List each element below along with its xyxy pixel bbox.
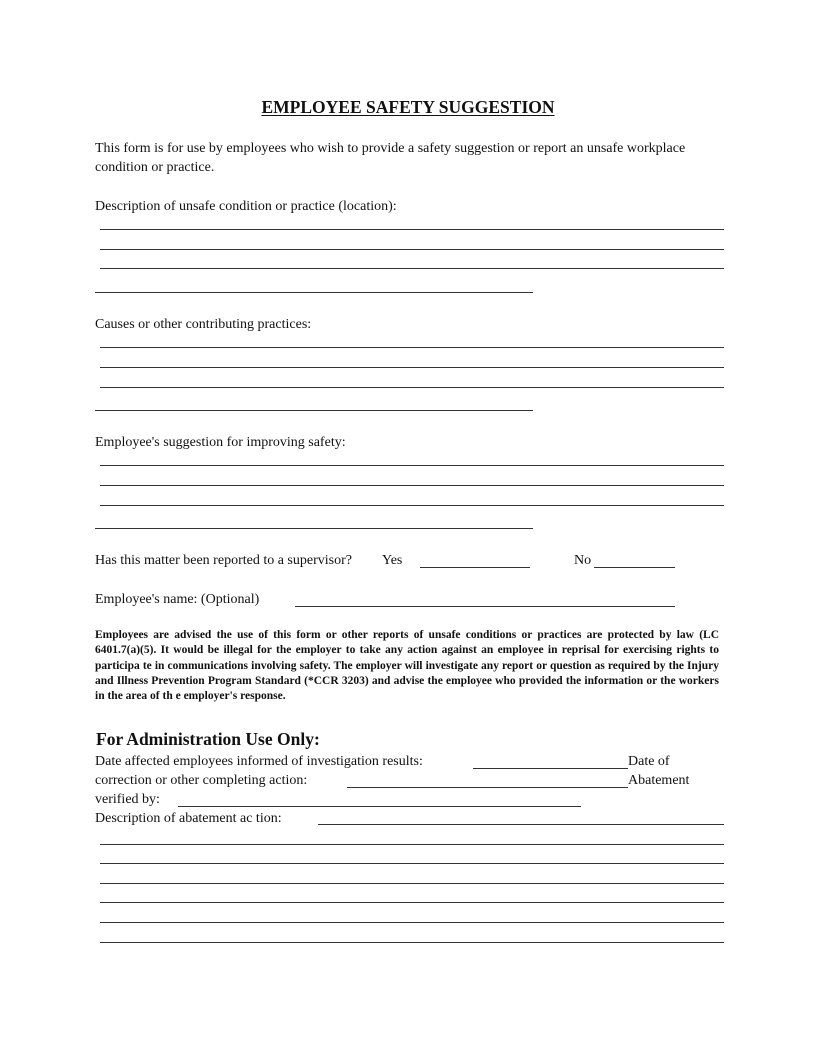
abatement-label: Abatement xyxy=(628,773,690,788)
legal-notice: Employees are advised the use of this form or other reports of unsafe conditions or practices are protected by law (LC 6401.7(a)(5). It would be illegal for the employer to take any action against an employee in reprisal for exercising rights to participa te in communications involving safety. The employer will investigate any report or question as required by the Injury and Illness Prevention Program Standard (*CCR 3203) and advise the employee who provided the information or the workers in the area of th e employer's response. xyxy=(95,629,719,703)
date-of-label: Date of xyxy=(628,754,670,769)
suggestion-line-3[interactable] xyxy=(100,505,724,506)
abatement-description-line-3[interactable] xyxy=(100,863,724,864)
page-title: EMPLOYEE SAFETY SUGGESTION xyxy=(261,97,555,117)
description-line-3[interactable] xyxy=(100,268,724,269)
yes-field[interactable] xyxy=(420,567,530,568)
correction-date-field[interactable] xyxy=(347,787,628,788)
intro-text: This form is for use by employees who wish to provide a safety suggestion or report an unsafe workplace condition or practice. xyxy=(95,141,686,175)
suggestion-line-4[interactable] xyxy=(95,528,533,529)
employee-name-label: Employee's name: (Optional) xyxy=(95,592,260,607)
description-line-2[interactable] xyxy=(100,249,724,250)
supervisor-question: Has this matter been reported to a supervisor? xyxy=(95,553,352,568)
suggestion-line-2[interactable] xyxy=(100,485,724,486)
description-line-4[interactable] xyxy=(95,292,533,293)
causes-line-3[interactable] xyxy=(100,387,724,388)
verified-by-field[interactable] xyxy=(178,806,581,807)
date-informed-label: Date affected employees informed of investigation results: xyxy=(95,754,423,769)
yes-label: Yes xyxy=(382,553,403,568)
abatement-description-line-4[interactable] xyxy=(100,883,724,884)
abatement-description-label: Description of abatement ac tion: xyxy=(95,811,282,826)
causes-line-2[interactable] xyxy=(100,367,724,368)
abatement-description-line-1[interactable] xyxy=(318,824,724,825)
suggestion-line-1[interactable] xyxy=(100,465,724,466)
suggestion-label: Employee's suggestion for improving safety: xyxy=(95,435,346,450)
causes-line-4[interactable] xyxy=(95,410,533,411)
abatement-description-line-5[interactable] xyxy=(100,902,724,903)
verified-by-label: verified by: xyxy=(95,792,160,807)
description-line-1[interactable] xyxy=(100,229,724,230)
no-label: No xyxy=(574,553,592,568)
date-informed-field[interactable] xyxy=(473,768,628,769)
abatement-description-line-7[interactable] xyxy=(100,942,724,943)
causes-label: Causes or other contributing practices: xyxy=(95,317,312,332)
abatement-description-line-2[interactable] xyxy=(100,844,724,845)
description-label: Description of unsafe condition or practice (location): xyxy=(95,199,397,214)
admin-heading: For Administration Use Only: xyxy=(96,729,320,749)
employee-name-field[interactable] xyxy=(295,606,675,607)
causes-line-1[interactable] xyxy=(100,347,724,348)
no-field[interactable] xyxy=(594,567,675,568)
abatement-description-line-6[interactable] xyxy=(100,922,724,923)
correction-label: correction or other completing action: xyxy=(95,773,308,788)
